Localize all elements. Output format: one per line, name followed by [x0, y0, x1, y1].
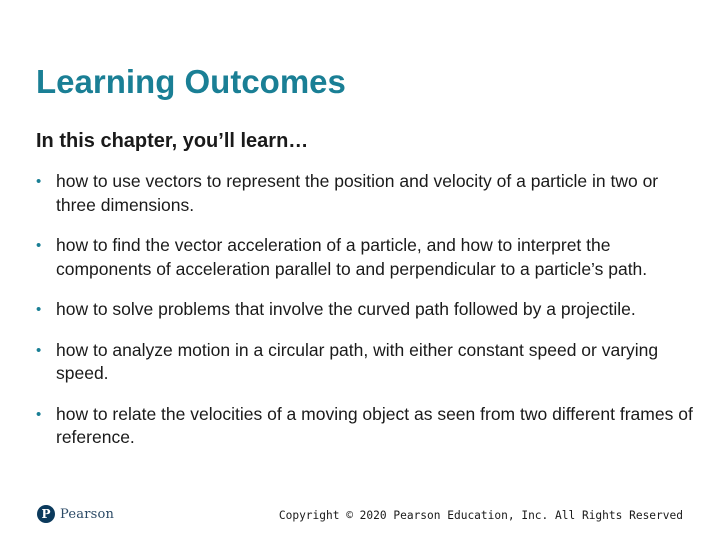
list-item [36, 234, 696, 281]
list-item-text: how to find the vector acceleration of a particle, and how to interpret the components of acceleration parallel to and perpendicular to a particle’s path. [56, 235, 648, 279]
bullet-icon: • [36, 341, 42, 359]
list-item-text: how to relate the velocities of a moving object as seen from two different frames of reference. [56, 403, 693, 447]
pearson-logo-text: Pearson [60, 506, 115, 522]
bullet-icon: • [36, 301, 42, 318]
learning-outcomes-list [36, 170, 696, 450]
pearson-logo [37, 502, 114, 526]
list-item [36, 170, 696, 217]
pearson-logo-icon: P [37, 505, 55, 523]
copyright-notice: Copyright © 2020 Pearson Education, Inc. All Rights Reserved [278, 509, 683, 522]
list-item [36, 298, 696, 322]
list-item [36, 339, 696, 386]
list-item-text: how to analyze motion in a circular path, with either constant speed or varying speed. [56, 339, 659, 383]
list-item [36, 403, 696, 450]
slide-title: Learning Outcomes [36, 63, 346, 100]
bullet-icon: • [36, 173, 42, 190]
bullet-icon: • [36, 237, 42, 254]
slide-footer [0, 502, 720, 528]
list-item-text: how to solve problems that involve the curved path followed by a projectile. [56, 299, 636, 319]
chapter-intro: In this chapter, you’ll learn… [36, 130, 309, 152]
list-item-text: how to use vectors to represent the position and velocity of a particle in two or three dimensions. [56, 171, 659, 215]
bullet-icon: • [36, 405, 42, 423]
